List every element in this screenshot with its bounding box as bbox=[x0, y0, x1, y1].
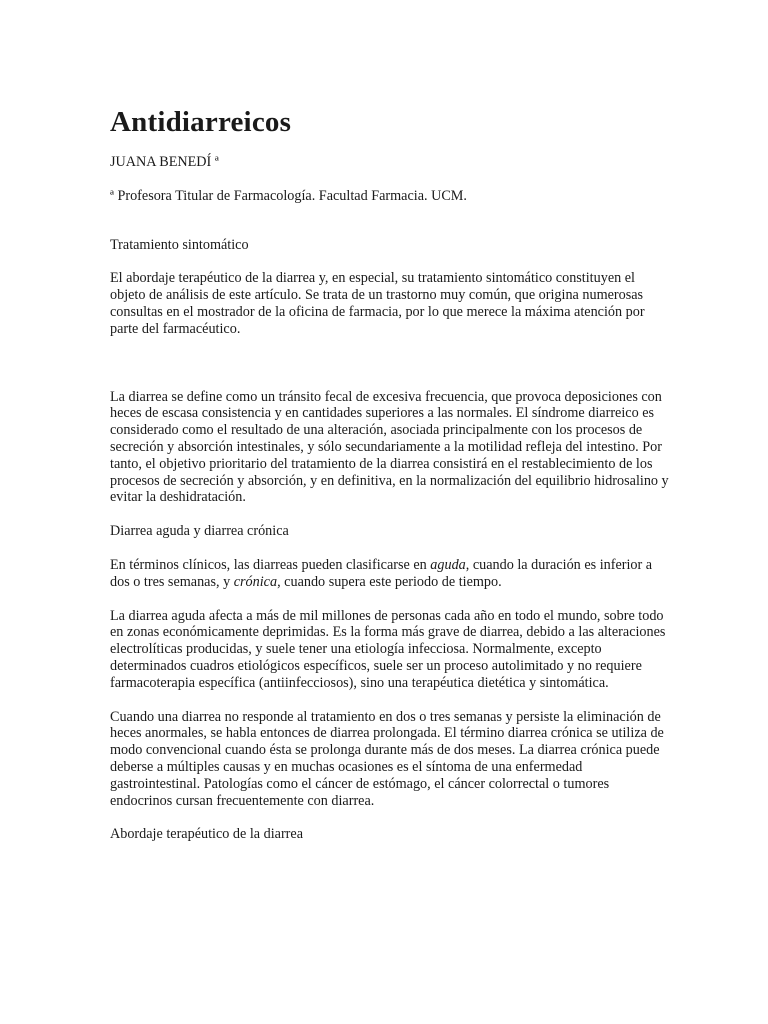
term-aguda: aguda bbox=[430, 556, 466, 573]
paragraph-chronic: Cuando una diarrea no responde al tratamiento en dos o tres semanas y persiste la eliminación de heces anormales, se habla entonces de diarrea prolongada. El término diarrea crónica se utiliza de modo convencional cuando ésta se prolonga durante más de dos meses. La diarrea crónica puede deberse a múltiples causas y en muchas ocasiones es el síntoma de una enfermedad gastrointestinal. Patologías como el cáncer de estómago, el cáncer colorrectal o tumores endocrinos cursan frecuentemente con diarrea. bbox=[110, 708, 664, 809]
term-cronica: crónica bbox=[233, 573, 278, 590]
paragraph-definition: La diarrea se define como un tránsito fecal de excesiva frecuencia, que provoca deposiciones con heces de escasa consistencia y en cantidades superiores a las normales. El síndrome diarreico es considerado como el resultado de una alteración, asociada principalmente con los procesos de secreción y absorción intestinales, y sólo secundariamente a la motilidad refleja del intestino. Por tanto, el objetivo prioritario del tratamiento de la diarrea consistirá en el restablecimiento de los procesos de secreción y absorción, y en definitiva, en la normalización del equilibrio hidrosalino y evitar la deshidratación. bbox=[110, 388, 669, 506]
author-affiliation: ª Profesora Titular de Farmacología. Facultad Farmacia. UCM. bbox=[110, 187, 467, 204]
section-heading-tratamiento: Tratamiento sintomático bbox=[110, 236, 249, 253]
author-name: JUANA BENEDÍ ª bbox=[110, 154, 219, 170]
paragraph-intro: El abordaje terapéutico de la diarrea y, en especial, su tratamiento sintomático constituyen el objeto de análisis de este artículo. Se trata de un trastorno muy común, que origina numerosas consultas en el mostrador de la oficina de farmacia, por lo que merece la máxima atención por parte del farmacéutico. bbox=[110, 270, 645, 337]
document-title: Antidiarreicos bbox=[110, 106, 292, 138]
paragraph-classification bbox=[110, 557, 670, 591]
classification-text-c: , cuando supera este periodo de tiempo. bbox=[277, 573, 502, 590]
section-heading-abordaje: Abordaje terapéutico de la diarrea bbox=[110, 826, 303, 843]
section-heading-aguda-cronica: Diarrea aguda y diarrea crónica bbox=[110, 523, 289, 540]
classification-text-b: , cuando la duración es inferior a dos o tres semanas, y bbox=[110, 556, 653, 590]
paragraph-acute: La diarrea aguda afecta a más de mil millones de personas cada año en todo el mundo, sobre todo en zonas económicamente deprimidas. Es la forma más grave de diarrea, debido a las alteraciones electrolíticas producidas, y suele tener una etiología infecciosa. Normalmente, excepto determinados cuadros etiológicos específicos, suele ser un proceso autolimitado y no requiere farmacoterapia específica (antiinfecciosos), sino una terapéutica dietética y sintomática. bbox=[110, 607, 666, 691]
classification-text-a: En términos clínicos, las diarreas pueden clasificarse en bbox=[110, 556, 431, 573]
document-page bbox=[110, 100, 670, 843]
